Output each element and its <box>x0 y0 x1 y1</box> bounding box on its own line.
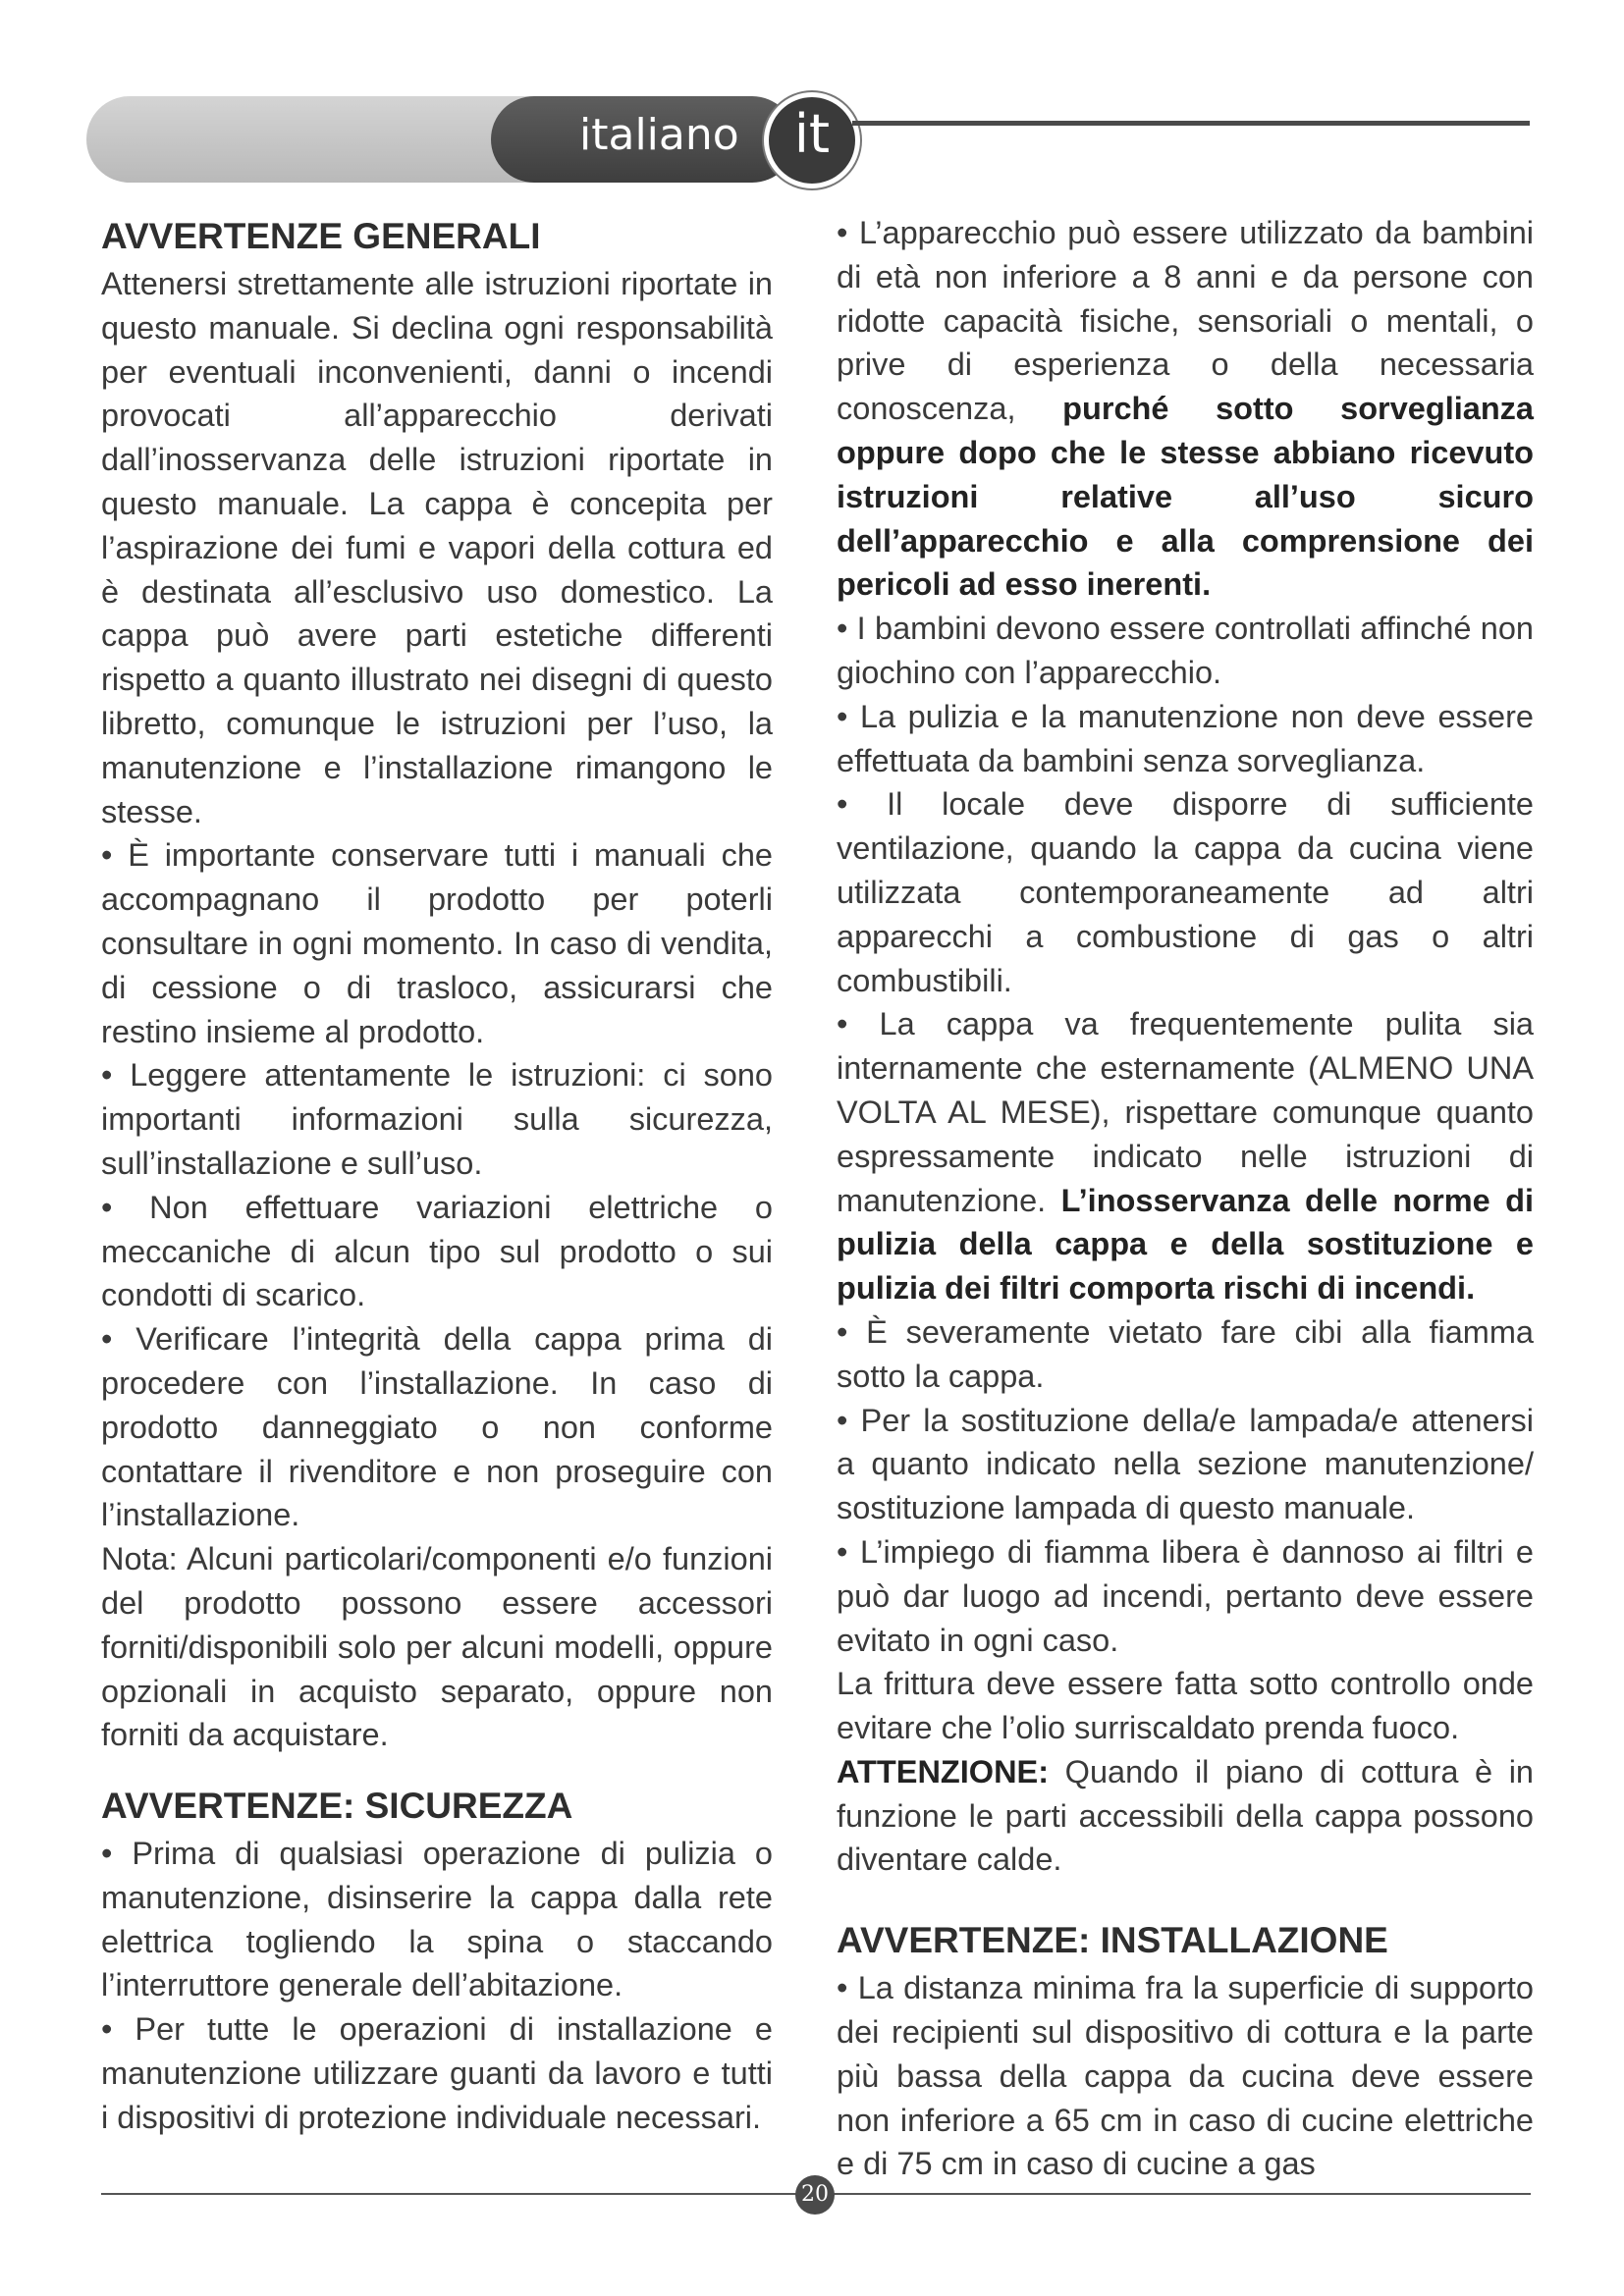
warning-label: ATTENZIONE: <box>837 1753 1050 1789</box>
paragraph: • Il locale deve disporre di sufficiente ventilazione, quando la cappa da cucina viene utilizzata contemporaneamente ad altri apparecchi a combustione di gas o altri combustibili. <box>837 786 1534 998</box>
language-label: italiano <box>579 110 739 160</box>
bold-text: L’inosservanza delle norme di pulizia della cappa e della sostituzione e pulizia dei filtri comporta rischi di incendi. <box>837 1182 1534 1307</box>
paragraph: • La distanza minima fra la superficie di supporto dei recipienti sul dispositivo di cottura e la parte più bassa della cappa da cucina deve essere non inferiore a 65 cm in caso di cucine elettriche e di 75 cm in caso di cucine a gas <box>837 1970 1534 2182</box>
paragraph: • Non effettuare variazioni elettriche o meccaniche di alcun tipo sul prodotto o sui condotti di scarico. <box>101 1189 773 1313</box>
paragraph-text: Quando il piano di cottura è in funzione le parti accessibili della cappa possono diventare calde. <box>837 1753 1534 1878</box>
paragraph: Attenersi strettamente alle istruzioni riportate in questo manuale. Si declina ogni responsabilità per eventuali inconvenienti, danni o incendi provocati all’apparecchio derivati dall’inosservanza delle istruzioni riportate in questo manuale. La cappa è concepita per l’aspirazione dei fumi e vapori della cottura ed è destinata all’esclusivo uso domestico. La cappa può avere parti estetiche differenti rispetto a quanto illustrato nei disegni di questo libretto, comunque le istruzioni per l’uso, la manutenzione e l’installazione rimangono le stesse. <box>101 266 773 829</box>
paragraph: • Prima di qualsiasi operazione di pulizia o manutenzione, disinserire la cappa dalla rete elettrica togliendo la spina o staccando l’interruttore generale dell’abitazione. <box>101 1836 773 2003</box>
paragraph <box>837 211 1534 607</box>
paragraph <box>837 1750 1534 1882</box>
language-code: it <box>793 103 831 165</box>
footer-rule-right <box>834 2193 1531 2195</box>
paragraph: • È importante conservare tutti i manuali che accompagnano il prodotto per poterli consultare in ogni momento. In caso di vendita, di cessione o di trasloco, assicurarsi che restino insieme al prodotto. <box>101 837 773 1049</box>
paragraph-text: • La cappa va frequentemente pulita sia internamente che esternamente (ALMENO UNA VOLTA AL MESE), rispettare comunque quanto espressamente indicato nelle istruzioni di manutenzione. <box>837 1006 1534 1218</box>
page-number: 20 <box>795 2175 835 2215</box>
header-rule <box>852 121 1530 126</box>
paragraph: • I bambini devono essere controllati affinché non giochino con l’apparecchio. <box>837 611 1534 690</box>
section-title-safety: AVVERTENZE: SICUREZZA <box>101 1786 573 1827</box>
paragraph-text: • L’apparecchio può essere utilizzato da bambini di età non inferiore a 8 anni e da persone con ridotte capacità fisiche, sensoriali o mentali, o prive di esperienza o della necessaria conoscenza, <box>837 215 1534 427</box>
footer-rule-left <box>101 2193 798 2195</box>
section-title-installation: AVVERTENZE: INSTALLAZIONE <box>837 1920 1388 1961</box>
paragraph: • Leggere attentamente le istruzioni: ci sono importanti informazioni sulla sicurezza, sull’installazione e sull’uso. <box>101 1057 773 1181</box>
paragraph: • È severamente vietato fare cibi alla fiamma sotto la cappa. <box>837 1313 1534 1394</box>
paragraph: La frittura deve essere fatta sotto controllo onde evitare che l’olio surriscaldato prenda fuoco. <box>837 1666 1534 1746</box>
right-column <box>837 211 1534 2186</box>
paragraph: • Per tutte le operazioni di installazione e manutenzione utilizzare guanti da lavoro e tutti i dispositivi di protezione individuale necessari. <box>101 2011 773 2135</box>
paragraph: • Verificare l’integrità della cappa prima di procedere con l’installazione. In caso di prodotto danneggiato o non conforme contattare il rivenditore e non proseguire con l’installazione. <box>101 1321 773 1533</box>
bold-text: purché sotto sorveglianza oppure dopo che le stesse abbiano ricevuto istruzioni relative all’uso sicuro dell’apparecchio e alla comprensione dei pericoli ad esso inerenti. <box>837 391 1535 603</box>
section-title-general: AVVERTENZE GENERALI <box>101 216 541 256</box>
note-paragraph: Nota: Alcuni particolari/componenti e/o funzioni del prodotto possono essere accessori forniti/disponibili solo per alcuni modelli, oppure opzionali in acquisto separato, oppure non forniti da acquistare. <box>101 1541 773 1753</box>
paragraph: • La pulizia e la manutenzione non deve essere effettuata da bambini senza sorveglianza. <box>837 698 1534 778</box>
paragraph: • Per la sostituzione della/e lampada/e attenersi a quanto indicato nella sezione manutenzione/ sostituzione lampada di questo manuale. <box>837 1402 1534 1526</box>
language-code-badge <box>764 92 860 188</box>
left-column <box>101 211 773 2140</box>
paragraph: • L’impiego di fiamma libera è dannoso ai filtri e può dar luogo ad incendi, pertanto deve essere evitato in ogni caso. <box>837 1533 1534 1658</box>
paragraph <box>837 1002 1534 1310</box>
